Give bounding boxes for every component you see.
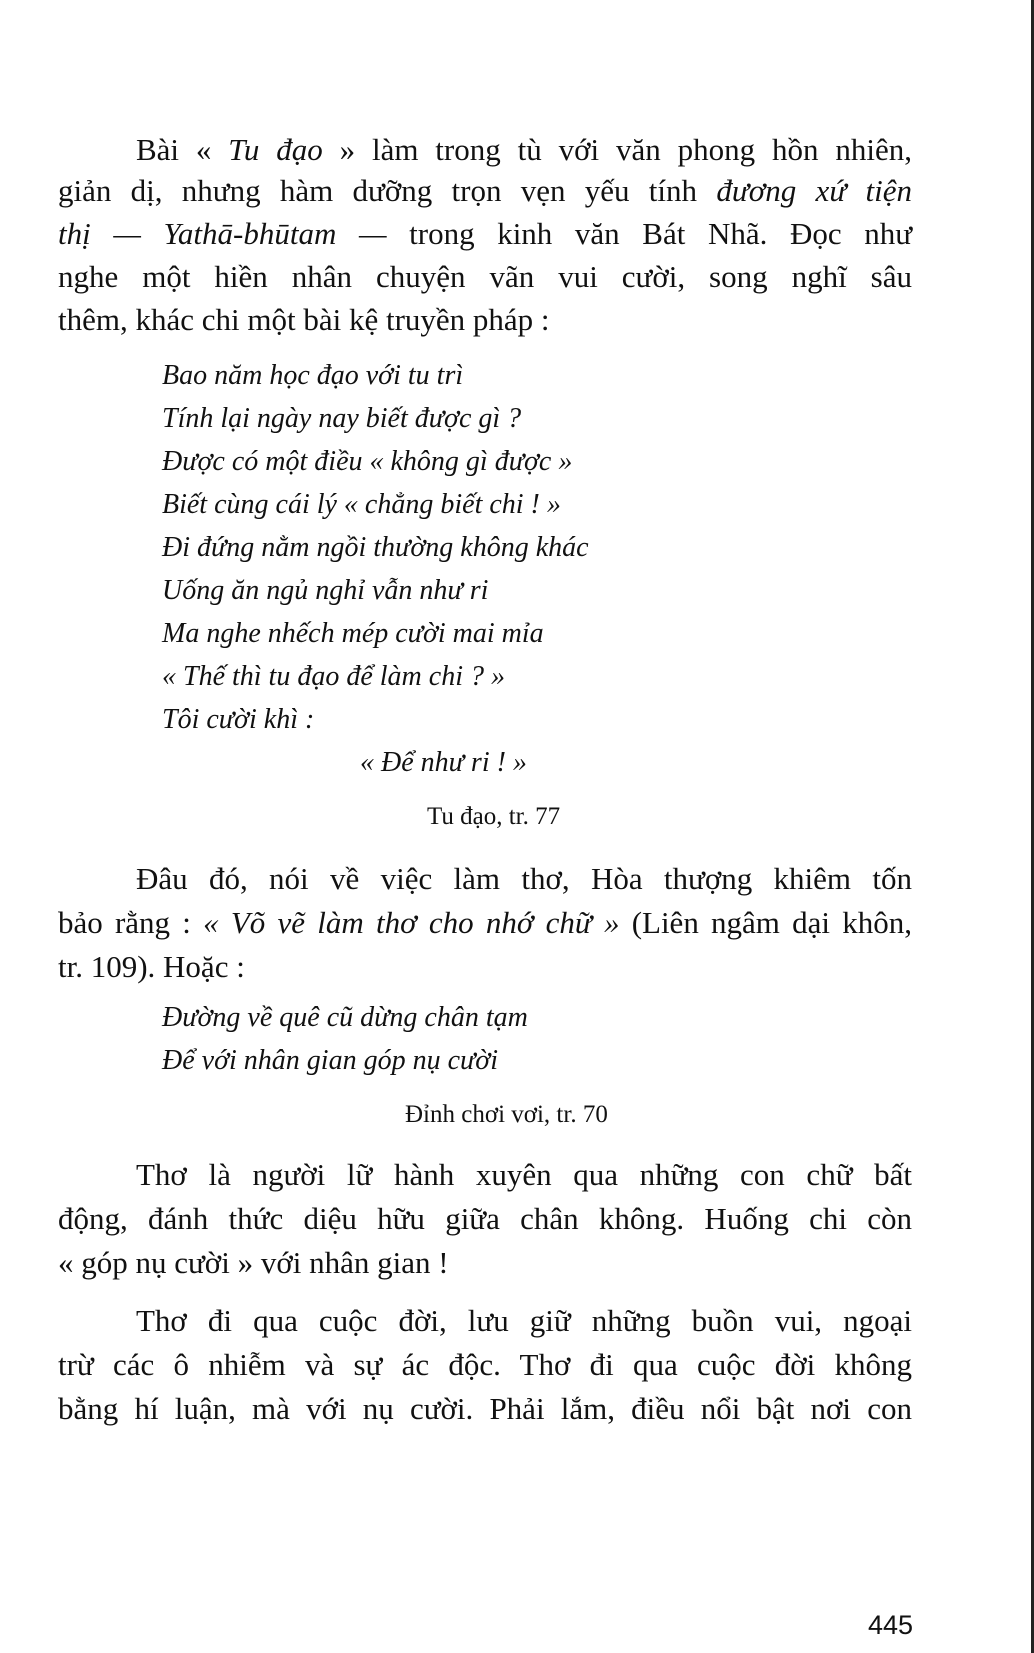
paragraph-4-line: trừ các ô nhiễm và sự ác độc. Thơ đi qua cuộc đời không <box>58 1347 912 1382</box>
page-number: 445 <box>868 1610 914 1640</box>
poem-line: Tính lại ngày nay biết được gì ? <box>162 403 522 434</box>
paragraph-2-line: Đâu đó, nói về việc làm thơ, Hòa thượng khiêm tốn <box>136 861 912 896</box>
paragraph-3-line: « góp nụ cười » với nhân gian ! <box>58 1245 449 1280</box>
paragraph-4-line: Thơ đi qua cuộc đời, lưu giữ những buồn vui, ngoại <box>136 1303 912 1338</box>
poem-line: Bao năm học đạo với tu trì <box>162 360 464 391</box>
poem-line: Ma nghe nhếch mép cười mai mỉa <box>162 618 544 649</box>
poem-line: Được có một điều « không gì được » <box>162 446 573 477</box>
paragraph-3-line: động, đánh thức diệu hữu giữa chân không. Huống chi còn <box>58 1201 912 1236</box>
paragraph-2-quote: « Võ vẽ làm thơ cho nhớ chữ » <box>203 905 620 940</box>
poem-line: Để với nhân gian góp nụ cười <box>162 1045 498 1076</box>
paragraph-2-line <box>58 900 912 945</box>
paragraph-4-line: bằng hí luận, mà với nụ cười. Phải lắm, điều nổi bật nơi con <box>58 1391 912 1426</box>
poem-line: Đường về quê cũ dừng chân tạm <box>162 1002 528 1033</box>
paragraph-1-line: thị — Yathā-bhūtam — trong kinh văn Bát Nhã. Đọc như <box>58 216 913 251</box>
paragraph-1-line: nghe một hiền nhân chuyện vãn vui cười, song nghĩ sâu <box>58 259 912 294</box>
paragraph-1-line: thêm, khác chi một bài kệ truyền pháp : <box>58 302 550 337</box>
poem-line: « Thế thì tu đạo để làm chi ? » <box>162 661 505 692</box>
paragraph-1-line: giản dị, nhưng hàm dưỡng trọn vẹn yếu tính đương xứ tiện <box>58 173 912 208</box>
paragraph-2-line: tr. 109). Hoặc : <box>58 949 245 984</box>
citation-2: Đỉnh chơi vơi, tr. 70 <box>405 1101 608 1128</box>
citation-1: Tu đạo, tr. 77 <box>427 803 561 830</box>
paragraph-2-prefix: bảo rằng : <box>58 905 204 940</box>
paragraph-1-line: Bài « Tu đạo » làm trong tù với văn phong hồn nhiên, <box>136 132 912 167</box>
poem-line: Tôi cười khì : <box>162 704 315 735</box>
poem-line: Đi đứng nằm ngồi thường không khác <box>162 532 589 563</box>
poem-line: Uống ăn ngủ nghỉ vẫn như ri <box>162 575 489 606</box>
paragraph-3-line: Thơ là người lữ hành xuyên qua những con chữ bất <box>136 1157 912 1192</box>
paragraph-2-suffix: (Liên ngâm dại khôn, <box>619 905 912 940</box>
poem-line: Biết cùng cái lý « chẳng biết chi ! » <box>162 489 561 520</box>
poem-line: « Để như ri ! » <box>360 747 527 778</box>
